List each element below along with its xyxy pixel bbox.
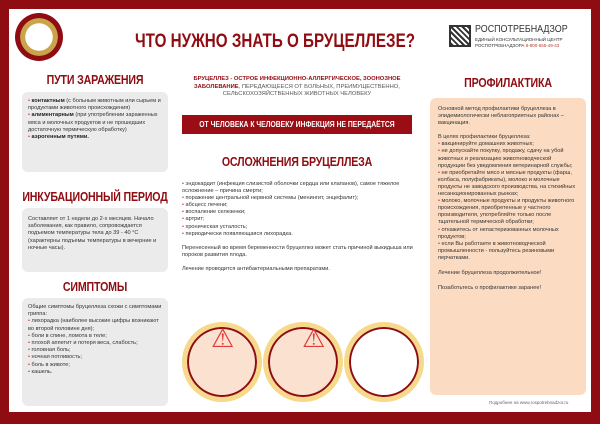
pregnant-woman-warning-illustration [263, 322, 343, 402]
center-line1: ЕДИНЫЙ КОНСУЛЬТАЦИОННЫЙ ЦЕНТР [475, 37, 563, 42]
list-item: • головная боль; [28, 347, 162, 354]
list-item: • воспаление селезенки; [182, 209, 417, 216]
list-item: • боли в спине, ломота в теле; [28, 333, 162, 340]
list-item: • откажитесь от непастеризованных молочных продуктов; [438, 227, 578, 241]
symptoms-intro: Общие симптомы бруцеллеза схожи с симптомами гриппа: [28, 304, 162, 318]
warning-icon: ⚠ [211, 323, 235, 353]
list-item: • поражение центральной нервной системы (менингит, энцефалит); [182, 195, 417, 202]
complications-title: ОСЛОЖНЕНИЯ БРУЦЕЛЛЕЗА [221, 155, 373, 169]
page-title: ЧТО НУЖНО ЗНАТЬ О БРУЦЕЛЛЕЗЕ? [135, 31, 415, 52]
complications-text [182, 181, 417, 273]
list-item: • хроническая усталость; [182, 224, 417, 231]
intro-text: БРУЦЕЛЛЕЗ - ОСТРОЕ ИНФЕКЦИОННО-АЛЛЕРГИЧЕСКОЕ, ЗООНОЗНОЕ ЗАБОЛЕВАНИЕ, ПЕРЕДАЮЩЕЕСЯ ОТ БОЛЬНЫХ, ПРЕИМУЩЕСТВЕННО, СЕЛЬСКОХОЗЯЙСТВЕННЫХ ЖИВОТНЫХ ЧЕЛОВЕКУ [193, 76, 401, 97]
emblem-logo [15, 13, 63, 61]
list-item: • молоко, молочные продукты и продукты животного происхождения, приобретенные у частного производителя, употребляйте только после тщательной термической обработки; [438, 198, 578, 226]
infection-box [22, 92, 168, 172]
prevention-box: Основной метод профилактики бруцеллеза в эпидемиологически неблагоприятных районах – вакцинация. В целях профилактики бруцеллеза: • вакцинируйте домашних животных; • не допускайте покупку, продажу, сдачу на убой животных и реализацию животноводческой продукции без уведомления ветеринарной службы; • не приобретайте мясо и мясные продукты (фарш, колбаса, полуфабрикаты), молоко и молочные продукты не заводского производства, на стихийных несанкционированных рынках; • молоко, молочные продукты и продукты животного происхождения, приобретенные у частного производителя, употребляйте только после тщательной термической обработки; • откажитесь от непастеризованных молочных продуктов; • если Вы работаете в животноводческой промышленности - пользуйтесь резиновыми перчатками. Лечение бруцеллеза продолжительное! Позаботьтесь о профилактике заранее! [430, 98, 586, 395]
list-item: • боль в животе; [28, 362, 162, 369]
poster [9, 9, 591, 412]
no-transmission-banner: ОТ ЧЕЛОВЕКА К ЧЕЛОВЕКУ ИНФЕКЦИЯ НЕ ПЕРЕДАЁТСЯ [182, 115, 412, 134]
meat-dog-warning-illustration [182, 322, 262, 402]
illustrations [174, 319, 424, 409]
pregnancy-note: Перенесенный во время беременности бруцеллез может стать причиной выкидыша или пороков развития плода. [182, 244, 413, 258]
list-item: • если Вы работаете в животноводческой промышленности - пользуйтесь резиновыми перчатками. [438, 241, 578, 262]
list-item: • вакцинируйте домашних животных; [438, 141, 578, 148]
prevention-title: ПРОФИЛАКТИКА [464, 76, 552, 90]
infection-title: ПУТИ ЗАРАЖЕНИЯ [46, 73, 144, 87]
incubation-box: Составляет от 1 недели до 2-х месяцев. Начало заболевания, как правило, сопровождается подъемом температуры тела до 39 - 40 °С (характерны подъемы температуры в вечерние и ночные часы). [22, 208, 168, 272]
list-item: • кашель. [28, 369, 162, 376]
warning-icon: ⚠ [302, 323, 326, 353]
hotline-phone: 8-800-555-49-43 [525, 43, 560, 48]
qr-code [449, 25, 471, 47]
list-item: • лихорадка (наиболее высокие цифры возникают во второй половине дня); [28, 318, 162, 332]
list-item: • периодически появляющаяся лихорадка. [182, 231, 417, 238]
symptoms-title: СИМПТОМЫ [62, 280, 128, 294]
list-item: • плохой аппетит и потеря веса, слабость; [28, 340, 162, 347]
vaccination-illustration [344, 322, 424, 402]
list-item: • не приобретайте мясо и мясные продукты (фарш, колбаса, полуфабрикаты), молоко и молочные продукты не заводского производства, на стихийных несанкционированных рынках; [438, 170, 578, 198]
center-line2: РОСПОТРЕБНАДЗОРА [475, 43, 525, 48]
list-item: • алиментарным (при употреблении зараженных мяса и молочных продуктов и не прошедших достаточную термическую обработку) [28, 112, 162, 134]
symptoms-box [22, 298, 168, 406]
list-item: • эндокардит (инфекция слизистой оболочки сердца или клапанов), самое тяжелое осложнение – причина смерти; [182, 181, 417, 195]
list-item: • контактным (с больным животным или сырьем и продуктами животного происхождения) [28, 98, 162, 112]
list-item: • не допускайте покупку, продажу, сдачу на убой животных и реализацию животноводческой продукции без уведомления ветеринарной службы; [438, 148, 578, 169]
incubation-title: ИНКУБАЦИОННЫЙ ПЕРИОД [22, 190, 168, 204]
list-item: • ночная потливость; [28, 354, 162, 361]
list-item: • аэрогенным путями. [28, 134, 162, 141]
footer-link[interactable]: Подробнее на www.rospotrebnadzor.ru [489, 400, 569, 405]
treatment-note: Лечение проводится антибактериальными препаратами. [182, 265, 330, 272]
org-name: РОСПОТРЕБНАДЗОР [475, 23, 568, 35]
list-item: • абсцесс печени; [182, 202, 417, 209]
list-item: • артрит; [182, 216, 417, 223]
